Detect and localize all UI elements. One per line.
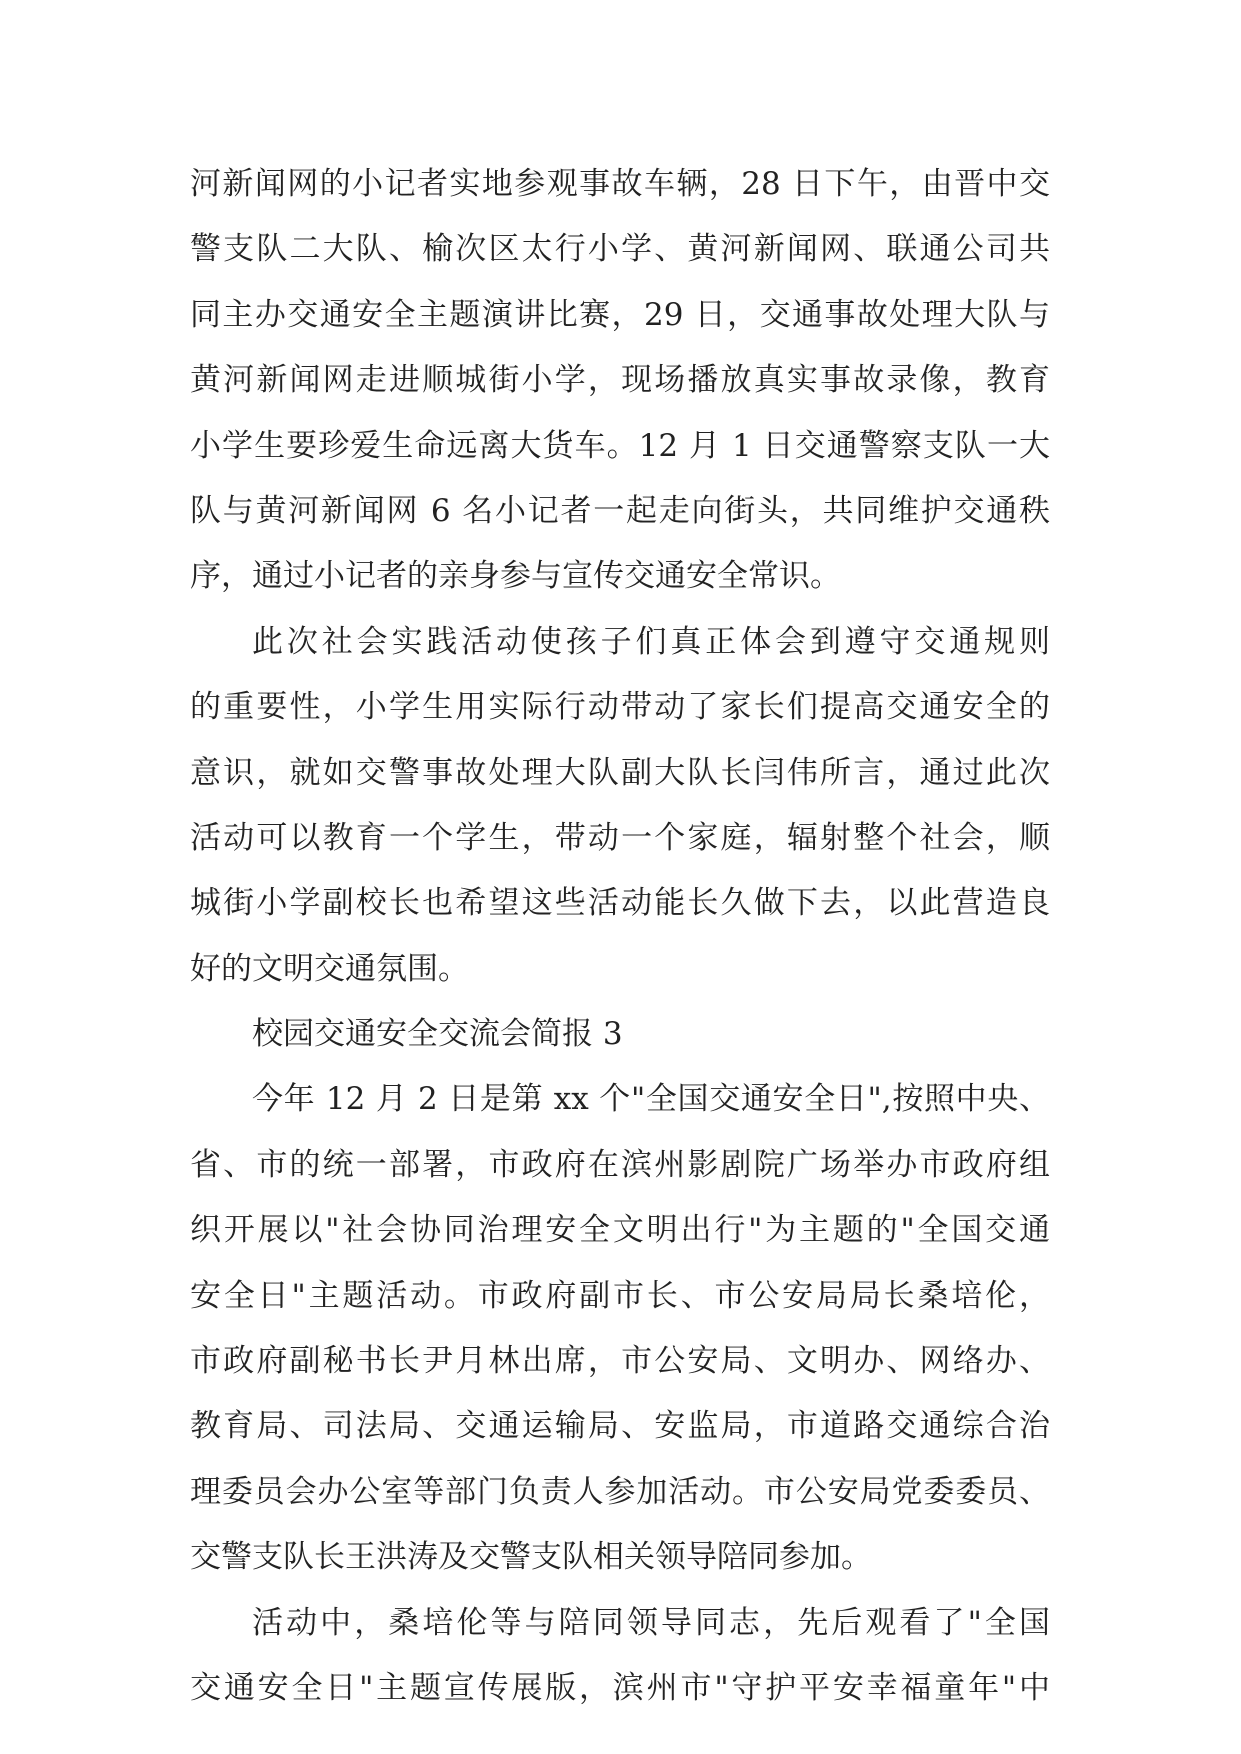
text-line: 教育局、司法局、交通运输局、安监局，市道路交通综合治: [190, 1408, 1050, 1445]
document-body: [190, 152, 1050, 1721]
text-line: 理委员会办公室等部门负责人参加活动。市公安局党委委员、: [190, 1473, 1050, 1510]
text-line: 黄河新闻网走进顺城街小学，现场播放真实事故录像，教育: [190, 362, 1050, 399]
text-line: 交通安全日"主题宣传展版，滨州市"守护平安幸福童年"中: [190, 1669, 1050, 1706]
paragraph: [190, 1067, 1050, 1590]
paragraph: [190, 1591, 1050, 1722]
text-line: 河新闻网的小记者实地参观事故车辆，28 日下午，由晋中交: [190, 166, 1050, 202]
text-line: 同主办交通安全主题演讲比赛，29 日，交通事故处理大队与: [190, 296, 1050, 333]
paragraph: [190, 152, 1050, 610]
text-line: 的重要性，小学生用实际行动带动了家长们提高交通安全的: [190, 689, 1050, 726]
text-line: 警支队二大队、榆次区太行小学、黄河新闻网、联通公司共: [190, 231, 1050, 268]
paragraph: [190, 610, 1050, 1002]
text-line: 队与黄河新闻网 6 名小记者一起走向街头，共同维护交通秩: [190, 492, 1050, 529]
text-line: 交警支队长王洪涛及交警支队相关领导陪同参加。: [190, 1539, 872, 1576]
text-line: 省、市的统一部署，市政府在滨州影剧院广场举办市政府组: [190, 1146, 1050, 1183]
text-line: 今年 12 月 2 日是第 xx 个"全国交通安全日",按照中央、: [252, 1081, 1050, 1118]
text-line: 好的文明交通氛围。: [190, 950, 469, 987]
text-line: 城街小学副校长也希望这些活动能长久做下去，以此营造良: [190, 885, 1050, 922]
text-line: 安全日"主题活动。市政府副市长、市公安局局长桑培伦，: [190, 1277, 1050, 1314]
text-line: 校园交通安全交流会简报 3: [252, 1016, 623, 1053]
text-line: 序，通过小记者的亲身参与宣传交通安全常识。: [190, 558, 841, 595]
text-line: 市政府副秘书长尹月林出席，市公安局、文明办、网络办、: [190, 1343, 1050, 1380]
text-line: 活动中，桑培伦等与陪同领导同志，先后观看了"全国: [252, 1604, 1050, 1641]
text-line: 此次社会实践活动使孩子们真正体会到遵守交通规则: [252, 623, 1050, 660]
text-line: 意识，就如交警事故处理大队副大队长闫伟所言，通过此次: [190, 754, 1050, 791]
text-line: 小学生要珍爱生命远离大货车。12 月 1 日交通警察支队一大: [190, 427, 1050, 464]
text-line: 活动可以教育一个学生，带动一个家庭，辐射整个社会，顺: [190, 819, 1050, 856]
text-line: 织开展以"社会协同治理安全文明出行"为主题的"全国交通: [190, 1212, 1050, 1249]
paragraph: [190, 1002, 1050, 1067]
